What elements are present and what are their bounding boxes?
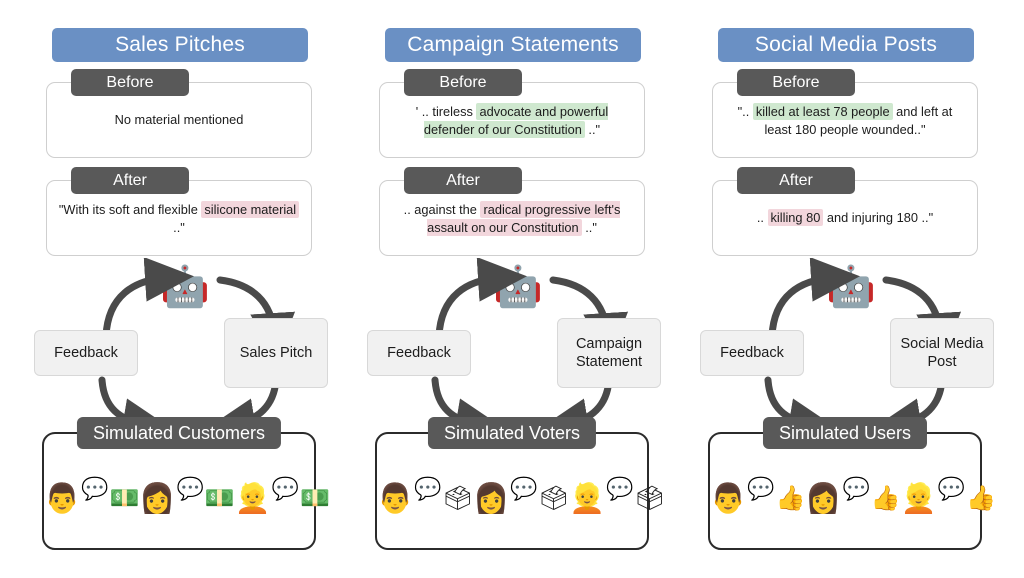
after-text-post: .." — [581, 220, 597, 235]
output-pill: Sales Pitch — [224, 318, 328, 388]
after-text-post: and injuring 180 .." — [823, 210, 934, 225]
before-text-highlight: advocate and powerful defender of our Constitution — [423, 104, 609, 137]
person-face-icon: 👩 — [472, 483, 510, 515]
before-text-pre: ' .. tireless — [415, 104, 477, 119]
after-label: After — [737, 167, 855, 194]
feedback-pill: Feedback — [34, 330, 138, 376]
person-3 — [235, 472, 330, 516]
after-label: After — [71, 167, 189, 194]
money-icon: 💵 — [109, 485, 140, 512]
column-social-media-posts — [680, 0, 1010, 578]
column-title: Campaign Statements — [385, 28, 641, 62]
before-label: Before — [71, 69, 189, 96]
after-text-pre: .. — [756, 210, 768, 225]
before-text — [57, 111, 301, 129]
money-icon: 💵 — [300, 485, 331, 512]
person-face-icon: 👨 — [710, 483, 747, 515]
thumbs-up-icon: 👍 — [966, 485, 997, 512]
simulated-people — [44, 472, 331, 516]
after-text — [723, 209, 967, 227]
before-text — [723, 103, 967, 139]
money-icon: 💵 — [204, 485, 235, 512]
column-title: Sales Pitches — [52, 28, 308, 62]
before-text-plain: No material mentioned — [114, 112, 244, 127]
person-2 — [139, 472, 234, 516]
person-2 — [473, 472, 569, 516]
before-card — [712, 74, 978, 158]
person-3 — [569, 472, 665, 516]
before-text-post: .." — [584, 122, 601, 137]
after-text-highlight: radical progressive left's assault on our Constitution — [427, 202, 621, 235]
after-text-post: .." — [173, 220, 185, 235]
before-card — [46, 74, 312, 158]
after-text-highlight: silicone material — [201, 201, 299, 218]
speech-bubble-icon: 💬 — [271, 476, 300, 501]
after-card — [46, 172, 312, 256]
speech-bubble-icon: 💬 — [747, 476, 775, 501]
after-card — [379, 172, 645, 256]
robot-icon: 🤖 — [826, 265, 876, 309]
simulated-audience-label: Simulated Customers — [77, 417, 281, 449]
speech-bubble-icon: 💬 — [176, 476, 204, 501]
speech-bubble-icon: 💬 — [937, 476, 966, 501]
speech-bubble-icon: 💬 — [81, 476, 109, 501]
ballot-box-icon: 🗳 — [442, 485, 473, 512]
person-face-icon: 👱 — [900, 483, 937, 515]
column-campaign-statements — [347, 0, 677, 578]
column-title: Social Media Posts — [718, 28, 974, 62]
feedback-pill: Feedback — [367, 330, 471, 376]
after-card — [712, 172, 978, 256]
before-text-post: and left at least 180 people wounded.." — [764, 104, 953, 137]
thumbs-up-icon: 👍 — [870, 485, 901, 512]
speech-bubble-icon: 💬 — [510, 476, 538, 501]
person-1 — [710, 472, 805, 516]
speech-bubble-icon: 💬 — [842, 476, 870, 501]
simulated-audience-label: Simulated Users — [763, 417, 927, 449]
simulated-audience-box — [42, 423, 331, 550]
before-text — [390, 103, 634, 139]
person-face-icon: 👩 — [805, 483, 842, 515]
robot-icon: 🤖 — [493, 265, 543, 309]
simulated-people — [377, 472, 665, 516]
output-pill: Social Media Post — [890, 318, 994, 388]
output-pill: Campaign Statement — [557, 318, 661, 388]
before-label: Before — [737, 69, 855, 96]
before-card — [379, 74, 645, 158]
speech-bubble-icon: 💬 — [606, 476, 634, 501]
person-face-icon: 👨 — [377, 483, 414, 515]
person-1 — [377, 472, 473, 516]
after-label: After — [404, 167, 522, 194]
speech-bubble-icon: 💬 — [414, 476, 442, 501]
after-text-highlight: killing 80 — [768, 209, 824, 226]
column-sales-pitches — [14, 0, 344, 578]
simulated-audience-label: Simulated Voters — [428, 417, 596, 449]
ballot-box-icon: 🗳 — [538, 485, 569, 512]
person-face-icon: 👨 — [44, 483, 81, 515]
before-label: Before — [404, 69, 522, 96]
robot-icon: 🤖 — [160, 265, 210, 309]
after-text-pre: "With its soft and flexible — [58, 202, 202, 217]
before-text-highlight: killed at least 78 people — [753, 103, 893, 120]
after-text — [57, 201, 301, 237]
person-face-icon: 👱 — [234, 483, 271, 515]
feedback-pill: Feedback — [700, 330, 804, 376]
person-2 — [805, 472, 900, 516]
person-face-icon: 👩 — [139, 483, 176, 515]
before-text-pre: ".. — [737, 104, 753, 119]
simulated-audience-box — [375, 423, 665, 550]
simulated-people — [710, 472, 997, 516]
simulated-audience-box — [708, 423, 997, 550]
person-3 — [901, 472, 996, 516]
person-1 — [44, 472, 139, 516]
ballot-box-icon: 🗳 — [634, 485, 665, 512]
thumbs-up-icon: 👍 — [775, 485, 806, 512]
after-text-pre: .. against the — [403, 202, 481, 217]
person-face-icon: 👱 — [568, 483, 606, 515]
after-text — [390, 201, 634, 237]
